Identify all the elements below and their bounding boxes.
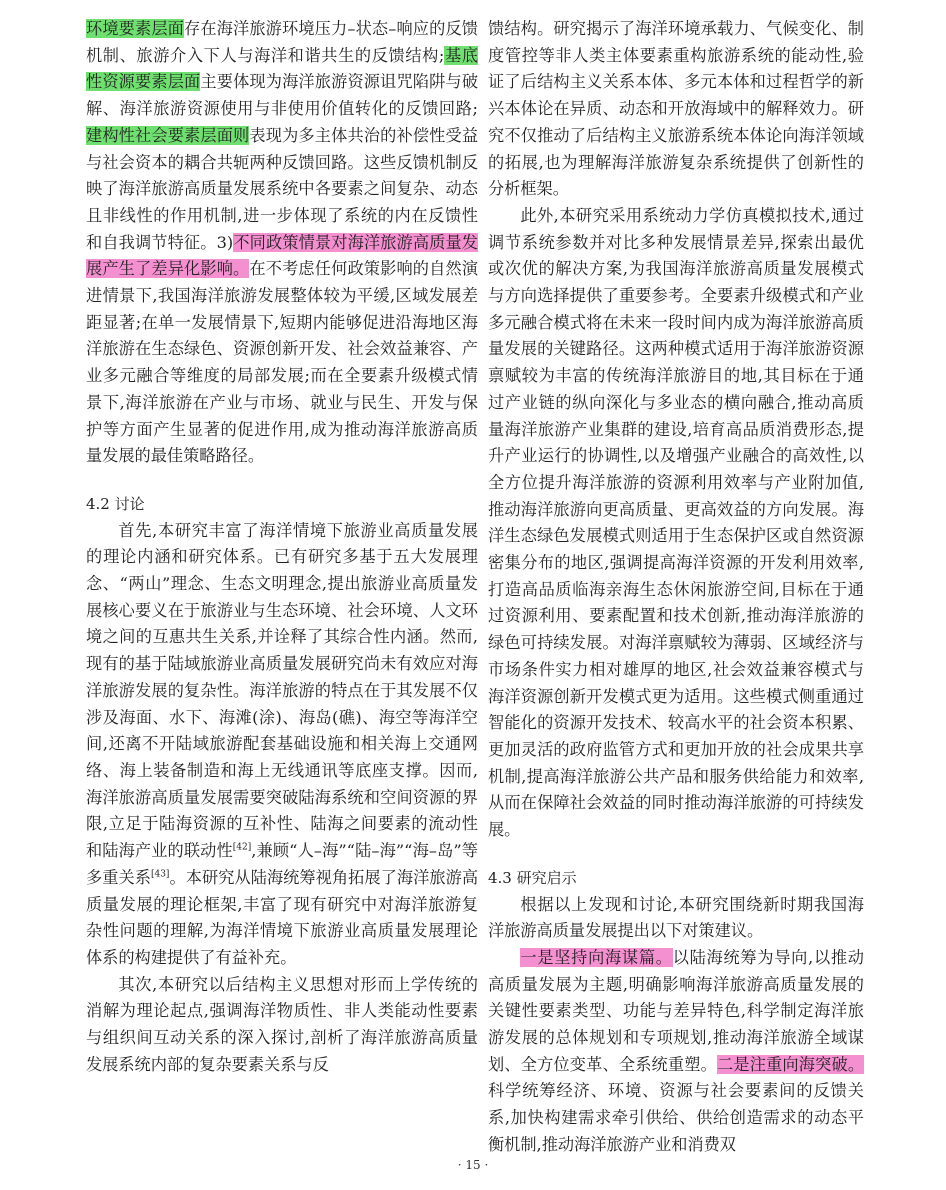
highlight-resource-layer: 基底性资源要素层面 bbox=[86, 45, 479, 92]
paragraph-implications: 一是坚持向海谋篇。以陆海统筹为导向,以推动高质量发展为主题,明确影响海洋旅游高质量发展的关键性要素类型、功能与差异特色,科学制定海洋旅游发展的总体规划和专项规划,推动海洋旅游全域谋划、全方位变革、全系统重塑。二是注重向海突破。科学统筹经济、环境、资源与社会要素间的反馈关系,加快构建需求牵引供给、供给创造需求的动态平衡机制,推动海洋旅游产业和消费双 bbox=[488, 947, 865, 1154]
citation-43: [43] bbox=[150, 869, 170, 880]
left-column bbox=[86, 16, 478, 1078]
highlight-environment-layer: 环境要素层面 bbox=[86, 19, 184, 38]
paragraph-continued: 馈结构。研究揭示了海洋环境承载力、气候变化、制度管控等非人类主体要素重构旅游系统的能动性,验证了后结构主义关系本体、多元本体和过程哲学的新兴本体论在异质、动态和开放海域中的解释效力。研究不仅推动了后结构主义旅游系统本体论向海洋领域的拓展,也为理解海洋旅游复杂系统提供了创新性的分析框架。 bbox=[488, 19, 864, 199]
section-heading-4-2: 4.2 讨论 bbox=[86, 494, 145, 513]
section-heading-4-3: 4.3 研究启示 bbox=[488, 868, 577, 887]
right-column bbox=[488, 16, 864, 1159]
paragraph-discussion-first: 首先,本研究丰富了海洋情境下旅游业高质量发展的理论内涵和研究体系。已有研究多基于五大发展理念、“两山”理念、生态文明理念,提出旅游业高质量发展核心要义在于旅游业与生态环境、社会环境、人文环境之间的互惠共生关系,并诠释了其综合性内涵。然而,现有的基于陆域旅游业高质量发展研究尚未有效应对海洋旅游发展的复杂性。海洋旅游的特点在于其发展不仅涉及海面、水下、海滩(涂)、海岛(礁)、海空等海洋空间,还离不开陆域旅游配套基础设施和相关海上交通网络、海上装备制造和海上无线通讯等底座支撑。因而,海洋旅游高质量发展需要突破陆海系统和空间资源的界限,立足于陆海资源的互补性、陆海之间要素的流动性和陆海产业的联动性[42],兼顾“人–海”“陆–海”“海–岛”等多重关系[43]。本研究从陆海统筹视角拓展了海洋旅游高质量发展的理论框架,丰富了现有研究中对海洋旅游复杂性问题的理解,为海洋情境下旅游业高质量发展理论体系的构建提供了有益补充。 bbox=[86, 520, 479, 967]
paragraph-implications-intro: 根据以上发现和讨论,本研究围绕新时期我国海洋旅游高质量发展提出以下对策建议。 bbox=[488, 894, 864, 941]
paragraph-discussion-third: 此外,本研究采用系统动力学仿真模拟技术,通过调节系统参数并对比多种发展情景差异,探索出最优或次优的解决方案,为我国海洋旅游高质量发展模式与方向选择提供了重要参考。全要素升级模式和产业多元融合模式将在未来一段时间内成为海洋旅游高质量发展的关键路径。这两种模式适用于海洋旅游资源禀赋较为丰富的传统海洋旅游目的地,其目标在于通过产业链的纵向深化与多业态的横向融合,推动高质量海洋旅游产业集群的建设,培育高品质消费形态,提升产业运行的协调性,以及增强产业融合的高效性,以全方位提升海洋旅游的资源利用效率与产业附加值,推动海洋旅游向更高质量、更高效益的方向发展。海洋生态绿色发展模式则适用于生态保护区或自然资源密集分布的地区,强调提高海洋资源的开发利用效率,打造高品质临海亲海生态休闲旅游空间,目标在于通过资源利用、要素配置和技术创新,推动海洋旅游的绿色可持续发展。对海洋禀赋较为薄弱、区域经济与市场条件实力相对雄厚的地区,社会效益兼容模式与海洋资源创新开发模式更为适用。这些模式侧重通过智能化的资源开发技术、较高水平的社会资本积累、更加灵活的政府监管方式和更加开放的社会成果共享机制,提高海洋旅游公共产品和服务供给能力和效率,从而在保障社会效益的同时推动海洋旅游的可持续发展。 bbox=[488, 205, 864, 840]
page-number: · 15 · bbox=[457, 1158, 489, 1172]
highlight-social-layer: 建构性社会要素层面则 bbox=[86, 125, 250, 145]
highlight-first-suggestion: 一是坚持向海谋篇。 bbox=[520, 947, 673, 967]
highlight-policy-scenarios: 不同政策情景对海洋旅游高质量发展产生了差异化影响。 bbox=[86, 232, 478, 279]
highlight-second-suggestion: 二是注重向海突破。 bbox=[716, 1054, 865, 1074]
paragraph-discussion-second: 其次,本研究以后结构主义思想对形而上学传统的消解为理论起点,强调海洋物质性、非人类能动性要素与组织间互动关系的深入探讨,剖析了海洋旅游高质量发展系统内部的复杂要素关系与反 bbox=[86, 974, 478, 1074]
paragraph-feedback-mechanisms: 环境要素层面存在海洋旅游环境压力–状态–响应的反馈机制、旅游介入下人与海洋和谐共生的反馈结构;基底性资源要素层面主要体现为海洋旅游资源诅咒陷阱与破解、海洋旅游资源使用与非使用价值转化的反馈回路;建构性社会要素层面则表现为多主体共治的补偿性受益与社会资本的耦合共轭两种反馈回路。这些反馈机制反映了海洋旅游高质量发展系统中各要素之间复杂、动态且非线性的作用机制,进一步体现了系统的内在反馈性和自我调节特征。3)不同政策情景对海洋旅游高质量发展产生了差异化影响。在不考虑任何政策影响的自然演进情景下,我国海洋旅游发展整体较为平缓,区域发展差距显著;在单一发展情景下,短期内能够促进沿海地区海洋旅游在生态绿色、资源创新开发、社会效益兼容、产业多元融合等维度的局部发展;而在全要素升级模式情景下,海洋旅游在产业与市场、就业与民生、开发与保护等方面产生显著的促进作用,成为推动海洋旅游高质量发展的最佳策略路径。 bbox=[86, 19, 479, 466]
citation-42: [42] bbox=[232, 842, 252, 853]
